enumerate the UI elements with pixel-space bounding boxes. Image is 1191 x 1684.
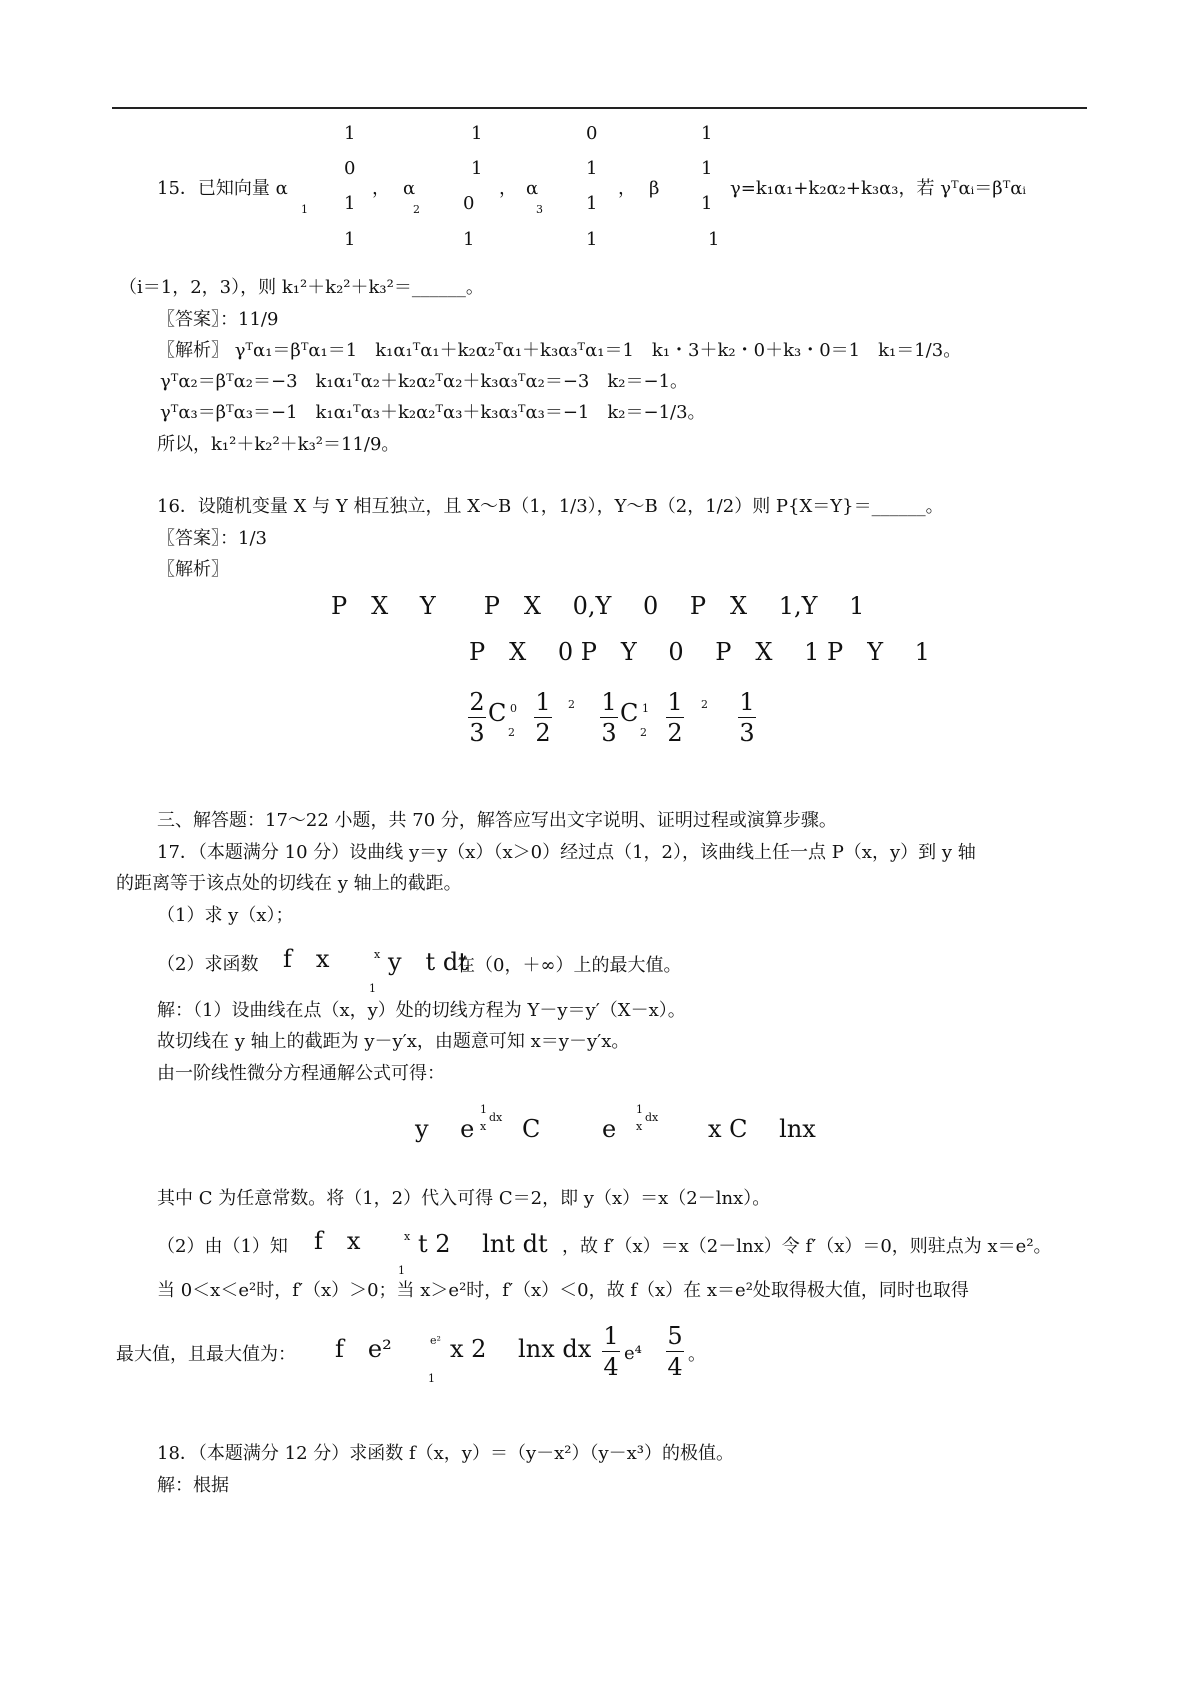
q17-part2-integrand: y t dt <box>388 948 468 976</box>
q15-analysis2: γᵀα₂＝βᵀα₂＝−3 k₁α₁ᵀα₂＋k₂α₂ᵀα₂＋k₃α₃ᵀα₂＝−3 k₂＝−1。 <box>160 371 689 392</box>
q17-sol5-f: f x <box>314 1227 361 1255</box>
q17-part1: （1）求 y（x）； <box>157 905 294 926</box>
q17-sol7-upper: e² <box>430 1334 441 1347</box>
comb-c0: C <box>488 699 507 727</box>
q17-sol2: 故切线在 y 轴上的截距为 y－y′x，由题意可知 x＝y－y′x。 <box>157 1031 630 1052</box>
q17-sol7-f: f e² <box>335 1335 392 1363</box>
exp1-dx: dx <box>489 1111 503 1124</box>
q17-sol5-integrand: t 2 lnt dt <box>418 1230 548 1258</box>
alpha1-c3: 1 <box>344 193 356 214</box>
q17-sol1: 解：（1）设曲线在点（x，y）处的切线方程为 Y－y＝y′（X－x）。 <box>157 1000 686 1021</box>
alpha1-c4: 1 <box>344 229 356 250</box>
frac-5-4-den: 4 <box>667 1353 683 1381</box>
q17-part2-b: 在（0，＋∞）上的最大值。 <box>457 955 682 976</box>
frac-5-4 <box>666 1322 684 1381</box>
q17-sol7-integrand: x 2 lnx dx <box>450 1335 592 1363</box>
q15-sub2: 2 <box>413 203 420 216</box>
q17-part2-upper: x <box>374 948 381 961</box>
q15-comma2: ， <box>499 178 517 199</box>
q16-analysis-label: 〖解析〗 <box>157 559 229 580</box>
q17-part2-f: f x <box>283 945 330 973</box>
q17-sol5-upper: x <box>404 1230 411 1243</box>
comb-c0-sub: 2 <box>508 726 515 739</box>
q15-comma1: ， <box>372 178 390 199</box>
frac-1-2b-num: 1 <box>667 688 683 716</box>
exp1-den: x <box>480 1120 487 1133</box>
q16-answer: 〖答案〗：1/3 <box>157 528 267 549</box>
square-1: 2 <box>568 698 575 711</box>
q17-sol5-lower: 1 <box>398 1264 405 1277</box>
q17-sol7-end: 。 <box>688 1344 706 1365</box>
q15-comma3: ， <box>618 178 636 199</box>
eq-e2: e <box>602 1115 617 1143</box>
frac-2-3-den: 3 <box>469 719 485 747</box>
alpha2-c2: 1 <box>471 158 483 179</box>
q16-eq1: P X Y P X 0,Y 0 P X 1,Y 1 <box>331 592 865 620</box>
q15-analysis1: 〖解析〗 γᵀα₁＝βᵀα₁＝1 k₁α₁ᵀα₁＋k₂α₂ᵀα₁＋k₃α₃ᵀα₁＝1 k₁・3＋k₂・0＋k₃・0＝1 k₁＝1/3。 <box>157 340 962 361</box>
frac-1-3-den: 3 <box>601 719 617 747</box>
alpha3-c4: 1 <box>586 229 598 250</box>
header-rule <box>112 107 1087 109</box>
q15-alpha3: α <box>526 178 539 199</box>
q17-sol6: 当 0＜x＜e²时，f′（x）＞0；当 x＞e²时，f′（x）＜0，故 f（x）在 x＝e²处取得极大值，同时也取得 <box>157 1280 969 1301</box>
q17-sol5-a: （2）由（1）知 <box>157 1236 288 1257</box>
beta-c2: 1 <box>701 158 713 179</box>
alpha2-c4: 1 <box>463 229 475 250</box>
q15-beta: β <box>649 178 660 199</box>
q15-gamma-expr: γ=k₁α₁+k₂α₂+k₃α₃，若 γᵀαᵢ＝βᵀαᵢ <box>730 178 1027 199</box>
q17-sol7-e4: e⁴ <box>624 1343 642 1364</box>
frac-1-4-num: 1 <box>603 1322 619 1350</box>
exp2-dx: dx <box>645 1111 659 1124</box>
q16-eq2: P X 0 P Y 0 P X 1 P Y 1 <box>469 638 930 666</box>
q15-sub3: 3 <box>536 203 543 216</box>
q17-part2-lower: 1 <box>369 982 376 995</box>
eq-tail: x C lnx <box>708 1115 816 1143</box>
alpha1-c1: 1 <box>344 123 356 144</box>
comb-c0-sup: 0 <box>510 702 517 715</box>
alpha2-c1: 1 <box>471 123 483 144</box>
frac-1-2-num: 1 <box>535 688 551 716</box>
frac-1-2b-den: 2 <box>667 719 683 747</box>
exp2-den: x <box>636 1120 643 1133</box>
alpha3-c2: 1 <box>586 158 598 179</box>
q15-line2: （i＝1，2，3），则 k₁²＋k₂²＋k₃²＝______。 <box>119 277 484 298</box>
alpha2-c3: 0 <box>463 193 475 214</box>
q17-line2: 的距离等于该点处的切线在 y 轴上的截距。 <box>116 873 462 894</box>
exp2-num: 1 <box>636 1103 643 1116</box>
q17-sol3: 由一阶线性微分方程通解公式可得： <box>157 1063 445 1084</box>
alpha1-c2: 0 <box>344 158 356 179</box>
frac-1-3-num: 1 <box>601 688 617 716</box>
frac-1-2-den: 2 <box>535 719 551 747</box>
q17-sol4: 其中 C 为任意常数。将（1，2）代入可得 C＝2，即 y（x）＝x（2－lnx）。 <box>157 1188 771 1209</box>
q17-part2-a: （2）求函数 <box>157 954 259 975</box>
exp1-num: 1 <box>480 1103 487 1116</box>
comb-c1-sub: 2 <box>640 726 647 739</box>
q17-sol7-lower: 1 <box>428 1372 435 1385</box>
q15-alpha2: α <box>403 178 416 199</box>
q17-line1: 17．（本题满分 10 分）设曲线 y＝y（x）（x＞0）经过点（1，2），该曲线上任一点 P（x，y）到 y 轴 <box>157 842 976 863</box>
frac-result-num: 1 <box>739 688 755 716</box>
beta-c1: 1 <box>701 123 713 144</box>
frac-5-4-num: 5 <box>667 1322 683 1350</box>
beta-c4: 1 <box>708 229 720 250</box>
frac-2-3-num: 2 <box>469 688 485 716</box>
q17-sol7-a: 最大值，且最大值为： <box>116 1344 296 1365</box>
section3-heading: 三、解答题：17～22 小题，共 70 分，解答应写出文字说明、证明过程或演算步骤。 <box>157 810 837 831</box>
q15-prefix: 15．已知向量 α <box>157 178 288 199</box>
comb-c1: C <box>620 699 639 727</box>
square-2: 2 <box>701 698 708 711</box>
beta-c3: 1 <box>701 193 713 214</box>
q15-analysis3: γᵀα₃＝βᵀα₃＝−1 k₁α₁ᵀα₃＋k₂α₂ᵀα₃＋k₃α₃ᵀα₃＝−1 k₂＝−1/3。 <box>160 402 706 423</box>
eq-C: C <box>522 1115 541 1143</box>
q15-conclusion: 所以，k₁²＋k₂²＋k₃²＝11/9。 <box>157 434 400 455</box>
q16-question: 16．设随机变量 X 与 Y 相互独立，且 X～B（1，1/3），Y～B（2，1/2）则 P{X＝Y}＝______。 <box>157 496 944 517</box>
frac-result-den: 3 <box>739 719 755 747</box>
q18-line2: 解：根据 <box>157 1475 229 1496</box>
q17-sol5-b: ，故 f′（x）＝x（2－lnx）令 f′（x）＝0，则驻点为 x＝e²。 <box>562 1236 1052 1257</box>
comb-c1-sup: 1 <box>642 702 649 715</box>
frac-1-4 <box>602 1322 620 1381</box>
frac-1-4-den: 4 <box>603 1353 619 1381</box>
alpha3-c3: 1 <box>586 193 598 214</box>
q15-answer: 〖答案〗：11/9 <box>157 309 279 330</box>
eq-y-e: y e <box>415 1115 475 1143</box>
q18-line1: 18．（本题满分 12 分）求函数 f（x，y）＝（y－x²）（y－x³）的极值。 <box>157 1443 735 1464</box>
q15-sub1: 1 <box>301 203 308 216</box>
alpha3-c1: 0 <box>586 123 598 144</box>
